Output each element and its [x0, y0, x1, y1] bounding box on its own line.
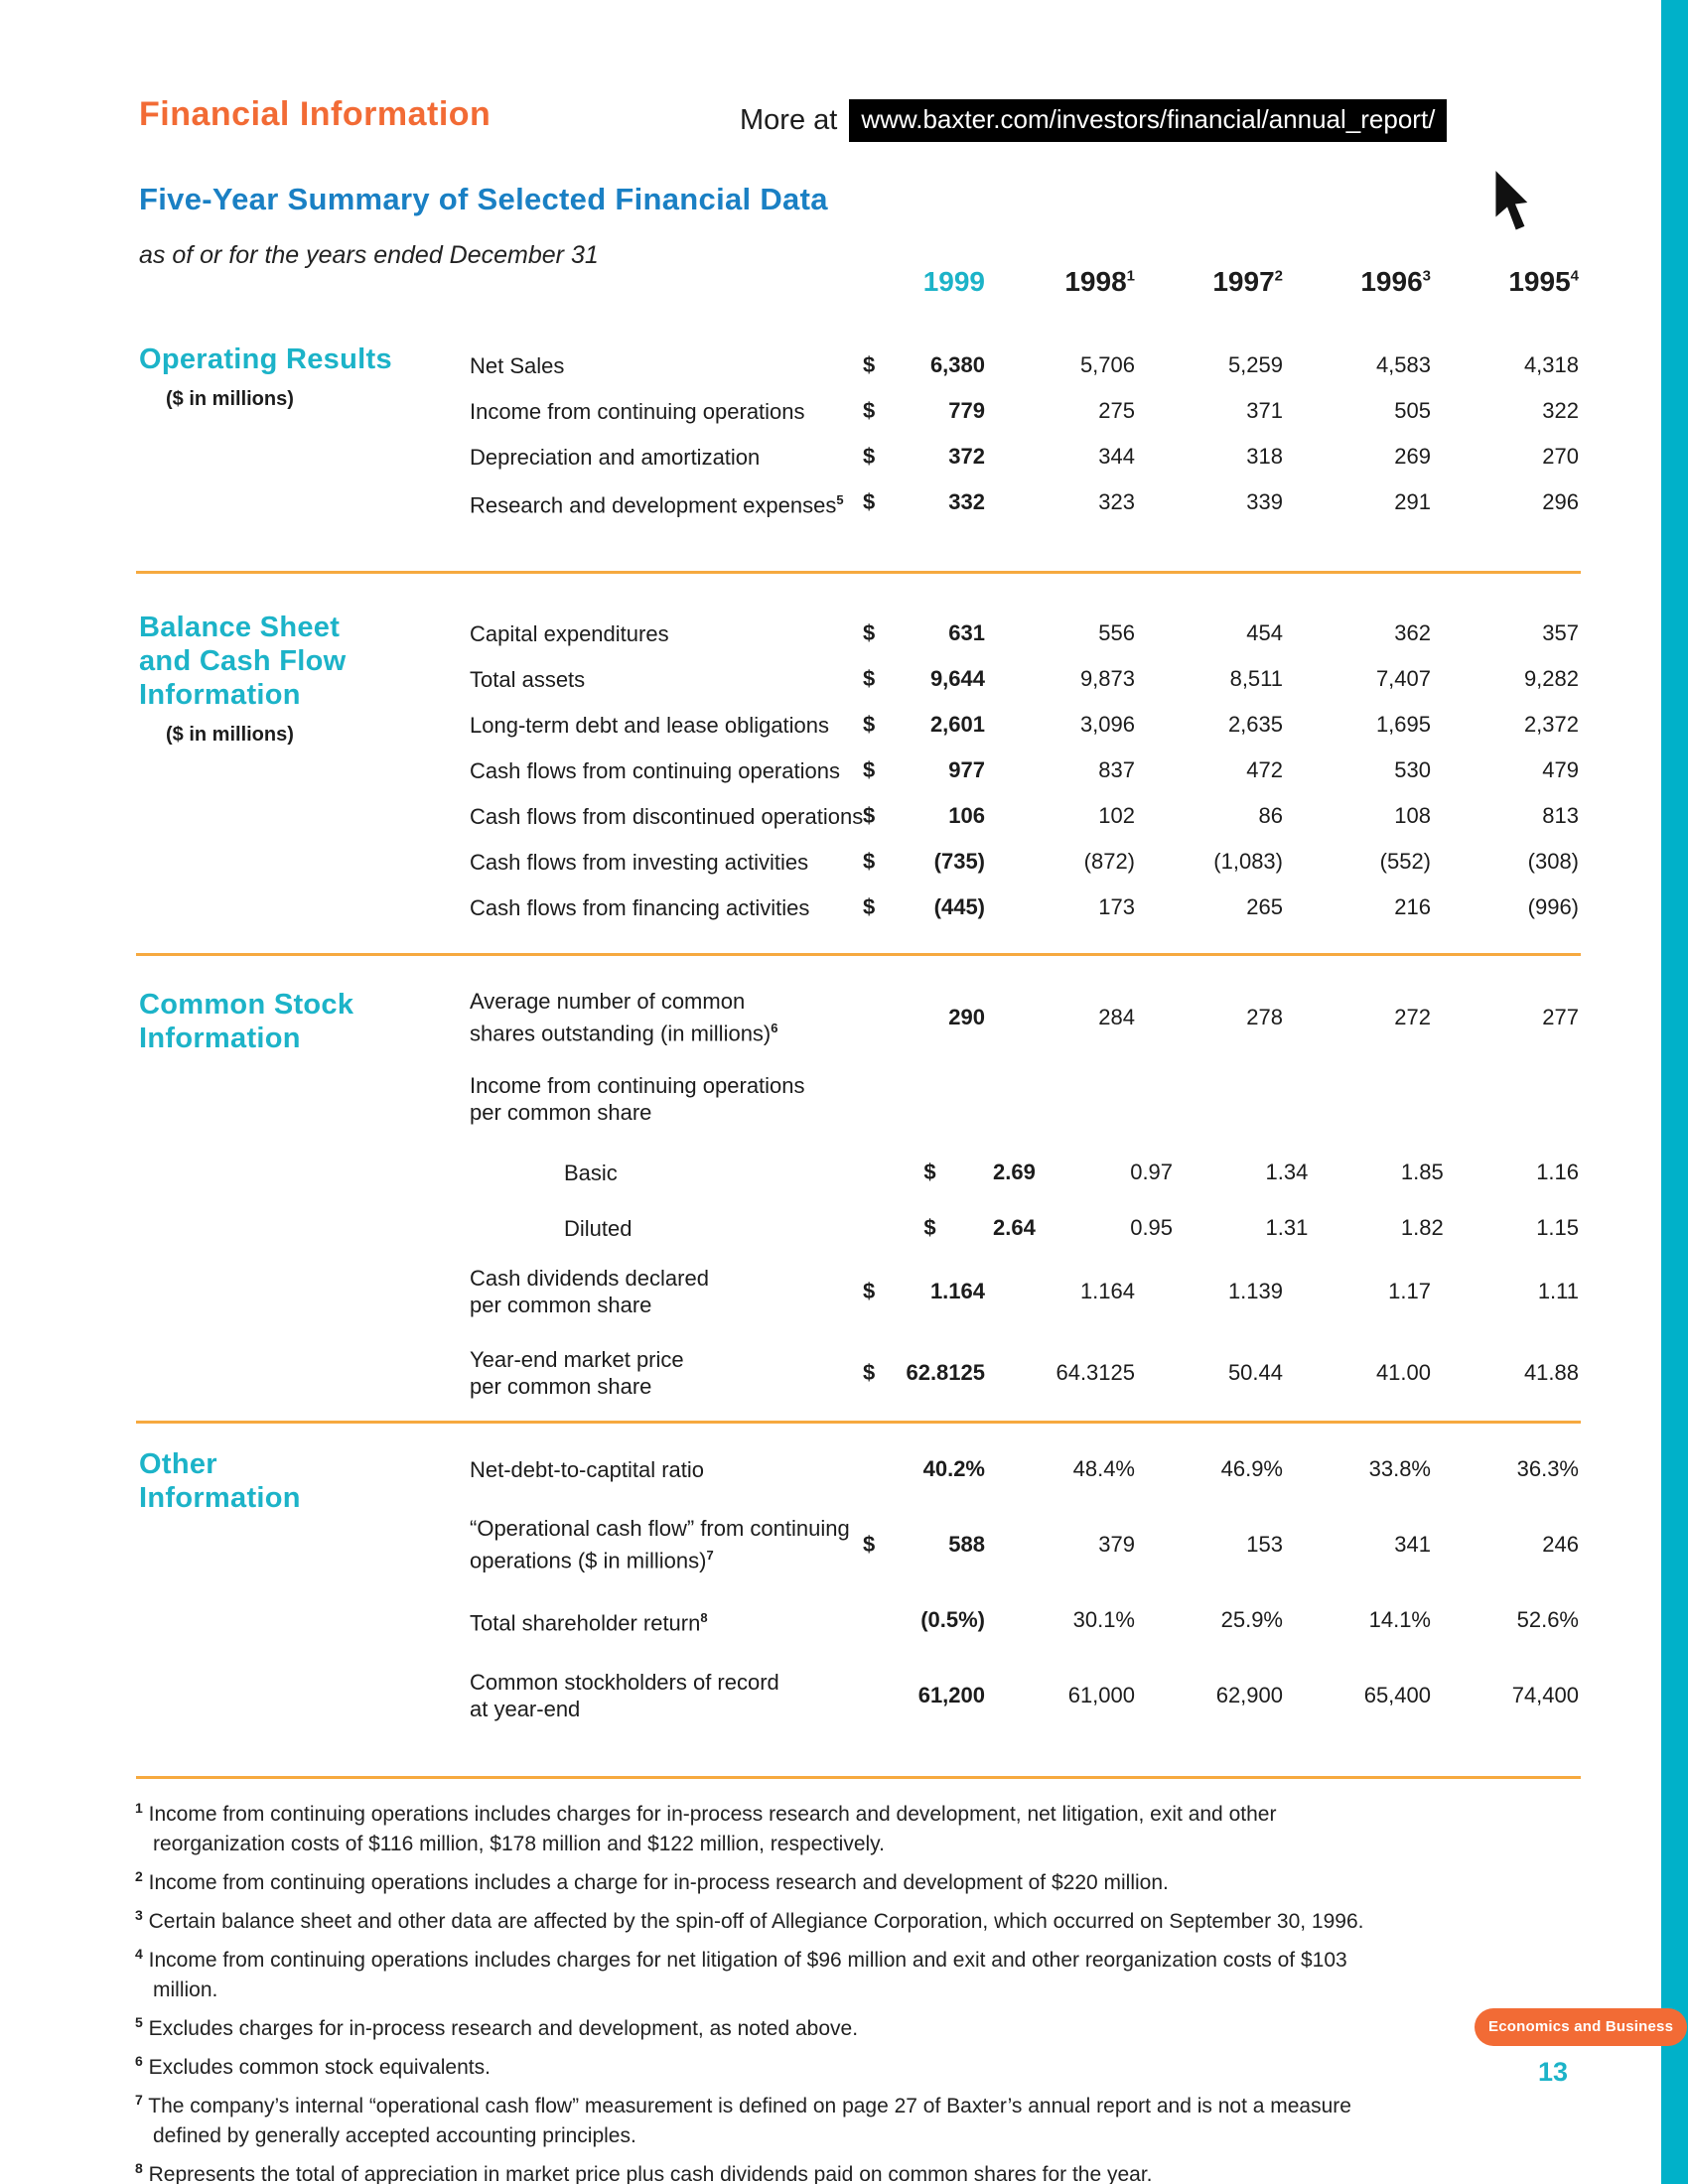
value-1997: 25.9% — [1220, 1607, 1283, 1632]
table-section — [139, 1447, 1579, 1749]
value-1997: 454 — [1246, 620, 1283, 645]
value-1996: 1.82 — [1400, 1215, 1444, 1240]
section-heading: Other Information — [139, 1448, 301, 1514]
table-row — [470, 611, 1579, 656]
dollar-sign: $ — [863, 666, 876, 691]
row-label: Net-debt-to-captital ratio — [470, 1456, 704, 1482]
more-at-block — [740, 99, 1447, 142]
value-1995: 4,318 — [1523, 352, 1579, 377]
value-1995: 277 — [1542, 1005, 1579, 1029]
footnotes-block — [135, 1793, 1396, 2184]
value-1999: 62.8125 — [906, 1360, 985, 1385]
page-number: 13 — [1538, 2057, 1569, 2087]
value-1999: 372 — [948, 444, 985, 469]
table-title: Five-Year Summary of Selected Financial Data — [139, 182, 828, 216]
dollar-sign: $ — [863, 712, 876, 737]
section-heading-column — [139, 611, 470, 930]
dollar-sign: $ — [923, 1215, 936, 1240]
value-1995: 479 — [1542, 757, 1579, 782]
table-subtitle: as of or for the years ended December 31 — [139, 241, 599, 269]
value-1995: 36.3% — [1516, 1456, 1579, 1481]
more-at-label: More at — [740, 104, 838, 136]
value-1998: 48.4% — [1072, 1456, 1135, 1481]
table-row — [470, 1598, 1579, 1642]
value-1998: 9,873 — [1079, 666, 1135, 691]
dollar-sign: $ — [863, 1532, 876, 1557]
value-1998: 379 — [1098, 1532, 1135, 1557]
page-title: Financial Information — [139, 95, 492, 133]
table-row — [470, 1206, 1579, 1250]
value-1997: 46.9% — [1220, 1456, 1283, 1481]
table-row — [470, 793, 1579, 839]
value-1995: 246 — [1542, 1532, 1579, 1557]
value-1998: 556 — [1098, 620, 1135, 645]
year-header-1998: 1998$^1$ — [1064, 266, 1135, 297]
value-1998: 323 — [1098, 489, 1135, 514]
value-1999: 2.64 — [993, 1215, 1036, 1240]
value-1997: 153 — [1246, 1532, 1283, 1557]
table-row — [470, 839, 1579, 885]
table-row — [470, 434, 1579, 479]
table-row — [470, 1069, 1579, 1129]
value-1996: 1.17 — [1388, 1279, 1431, 1303]
value-1997: 371 — [1246, 398, 1283, 423]
section-subheading: ($ in millions) — [166, 388, 294, 410]
value-1999: 6,380 — [929, 352, 985, 377]
value-1995: 357 — [1542, 620, 1579, 645]
value-1999: 588 — [948, 1532, 985, 1557]
value-1996: 7,407 — [1375, 666, 1431, 691]
value-1995: 296 — [1542, 489, 1579, 514]
dollar-sign: $ — [863, 757, 876, 782]
value-1999: 290 — [948, 1005, 985, 1029]
year-header-1996: 1996$^3$ — [1360, 266, 1431, 297]
table-row — [470, 1343, 1579, 1403]
value-1998: 1.164 — [1079, 1279, 1135, 1303]
value-1996: 1,695 — [1375, 712, 1431, 737]
row-label: Year-end market price per common share — [470, 1347, 684, 1399]
value-1995: 322 — [1542, 398, 1579, 423]
year-header-row — [470, 266, 1579, 298]
value-1996: 505 — [1394, 398, 1431, 423]
value-1995: 1.16 — [1536, 1160, 1580, 1184]
row-label: Income from continuing operations — [470, 398, 805, 424]
row-label: Income from continuing operations per common share — [470, 1073, 805, 1125]
year-header-1999: 1999 — [922, 266, 985, 297]
row-label: Average number of common shares outstanding (in millions)$^6$ — [470, 989, 778, 1046]
row-label: Net Sales — [470, 352, 565, 378]
value-1999: (0.5%) — [920, 1607, 985, 1632]
row-label: Basic — [564, 1160, 618, 1185]
dollar-sign: $ — [923, 1160, 936, 1184]
value-1997: (1,083) — [1213, 849, 1283, 874]
table-section — [139, 342, 1579, 525]
table-row — [470, 1666, 1579, 1725]
footnote-7: $^7$ The company’s internal “operational cash flow” measurement is defined on page 27 of Baxter’s annual report and is not a measure defined by generally accepted accounting principles. — [135, 2092, 1351, 2147]
value-1997: 1.139 — [1227, 1279, 1283, 1303]
dollar-sign: $ — [863, 398, 876, 423]
section-divider — [136, 1421, 1581, 1424]
value-1998: (872) — [1083, 849, 1135, 874]
value-1998: 61,000 — [1067, 1683, 1135, 1707]
table-row — [470, 342, 1579, 388]
value-1995: (996) — [1527, 894, 1579, 919]
value-1997: 86 — [1258, 803, 1283, 828]
value-1996: (552) — [1379, 849, 1431, 874]
value-1998: 284 — [1098, 1005, 1135, 1029]
value-1997: 265 — [1246, 894, 1283, 919]
table-row — [470, 1515, 1579, 1574]
dollar-sign: $ — [863, 1279, 876, 1303]
value-1995: 41.88 — [1523, 1360, 1579, 1385]
row-label: Total shareholder return$^8$ — [470, 1609, 708, 1636]
value-1998: 5,706 — [1079, 352, 1135, 377]
section-heading-column — [139, 988, 470, 1425]
year-header-1997: 1997$^2$ — [1212, 266, 1283, 297]
row-label: Long-term debt and lease obligations — [470, 712, 830, 738]
row-label: Cash flows from investing activities — [470, 849, 809, 875]
table-row — [470, 1151, 1579, 1194]
right-edge-accent-bar — [1661, 0, 1688, 2184]
section-heading-column — [139, 342, 470, 525]
value-1995: 9,282 — [1523, 666, 1579, 691]
value-1995: 52.6% — [1516, 1607, 1579, 1632]
value-1999: 977 — [948, 757, 985, 782]
year-header-1995: 1995$^4$ — [1508, 266, 1579, 297]
value-1996: 269 — [1394, 444, 1431, 469]
value-1998: 0.97 — [1130, 1160, 1174, 1184]
value-1998: 64.3125 — [1055, 1360, 1135, 1385]
value-1995: 2,372 — [1523, 712, 1579, 737]
value-1997: 1.31 — [1265, 1215, 1309, 1240]
value-1999: (445) — [933, 894, 985, 919]
value-1997: 8,511 — [1229, 666, 1283, 691]
section-heading: Common Stock Information — [139, 989, 354, 1054]
footnote-3: $^3$ Certain balance sheet and other data are affected by the spin-off of Allegiance Corporation, which occurred on September 30, 1996. — [135, 1907, 1364, 1933]
row-label: “Operational cash flow” from continuing operations ($ in millions)$^7$ — [470, 1516, 850, 1573]
value-1997: 2,635 — [1227, 712, 1283, 737]
value-1998: 102 — [1098, 803, 1135, 828]
value-1999: (735) — [933, 849, 985, 874]
value-1997: 278 — [1246, 1005, 1283, 1029]
value-1997: 1.34 — [1265, 1160, 1309, 1184]
row-label: Diluted — [564, 1215, 633, 1241]
value-1997: 50.44 — [1227, 1360, 1283, 1385]
category-badge: Economics and Business — [1475, 2008, 1687, 2046]
dollar-sign: $ — [863, 489, 876, 514]
value-1996: 1.85 — [1400, 1160, 1444, 1184]
dollar-sign: $ — [863, 849, 876, 874]
section-heading-column — [139, 1447, 470, 1749]
value-1995: 74,400 — [1511, 1683, 1579, 1707]
footnote-8: $^8$ Represents the total of appreciation in market price plus cash dividends paid on common shares for the year. — [135, 2160, 1153, 2184]
row-label: Cash flows from financing activities — [470, 894, 810, 920]
table-row — [470, 702, 1579, 748]
value-1998: 275 — [1098, 398, 1135, 423]
footnote-6: $^6$ Excludes common stock equivalents. — [135, 2053, 491, 2079]
row-label: Research and development expenses$^5$ — [470, 491, 844, 518]
value-1995: (308) — [1527, 849, 1579, 874]
table-row — [470, 988, 1579, 1047]
section-heading: Balance Sheet and Cash Flow Information — [139, 612, 347, 711]
dollar-sign: $ — [863, 444, 876, 469]
row-label: Capital expenditures — [470, 620, 669, 646]
dollar-sign: $ — [863, 1360, 876, 1385]
section-heading: Operating Results — [139, 343, 392, 375]
table-row — [470, 748, 1579, 793]
value-1999: 2,601 — [929, 712, 985, 737]
section-divider — [136, 1776, 1581, 1779]
value-1998: 3,096 — [1079, 712, 1135, 737]
value-1996: 530 — [1394, 757, 1431, 782]
value-1995: 1.15 — [1536, 1215, 1580, 1240]
table-section — [139, 988, 1579, 1425]
value-1996: 65,400 — [1363, 1683, 1431, 1707]
section-divider — [136, 571, 1581, 574]
annual-report-url-link[interactable]: www.baxter.com/investors/financial/annual_report/ — [849, 99, 1447, 142]
dollar-sign: $ — [863, 894, 876, 919]
value-1997: 339 — [1246, 489, 1283, 514]
mouse-cursor-icon — [1494, 171, 1536, 239]
row-label: Depreciation and amortization — [470, 444, 761, 470]
value-1996: 14.1% — [1368, 1607, 1431, 1632]
value-1999: 9,644 — [929, 666, 985, 691]
value-1999: 332 — [948, 489, 985, 514]
dollar-sign: $ — [863, 352, 876, 377]
value-1997: 5,259 — [1227, 352, 1283, 377]
value-1995: 270 — [1542, 444, 1579, 469]
value-1996: 272 — [1394, 1005, 1431, 1029]
table-section — [139, 611, 1579, 930]
value-1998: 173 — [1098, 894, 1135, 919]
section-subheading: ($ in millions) — [166, 724, 294, 746]
value-1999: 106 — [948, 803, 985, 828]
value-1996: 108 — [1394, 803, 1431, 828]
footnote-5: $^5$ Excludes charges for in-process research and development, as noted above. — [135, 2014, 859, 2040]
value-1997: 318 — [1246, 444, 1283, 469]
section-divider — [136, 953, 1581, 956]
table-row — [470, 656, 1579, 702]
value-1998: 0.95 — [1130, 1215, 1174, 1240]
value-1998: 30.1% — [1072, 1607, 1135, 1632]
table-row — [470, 1262, 1579, 1321]
value-1998: 344 — [1098, 444, 1135, 469]
value-1999: 1.164 — [929, 1279, 985, 1303]
value-1999: 61,200 — [917, 1683, 985, 1707]
footnote-2: $^2$ Income from continuing operations includes a charge for in-process research and development of $220 million. — [135, 1868, 1169, 1894]
value-1998: 837 — [1098, 757, 1135, 782]
value-1996: 41.00 — [1375, 1360, 1431, 1385]
row-label: Common stockholders of record at year-end — [470, 1670, 779, 1721]
row-label: Cash flows from discontinued operations — [470, 803, 864, 829]
row-label: Cash dividends declared per common share — [470, 1266, 709, 1317]
footnote-1: $^1$ Income from continuing operations includes charges for in-process research and development, net litigation, exit and other reorganization costs of $116 million, $178 million and $122 million, respectively. — [135, 1800, 1277, 1855]
dollar-sign: $ — [863, 803, 876, 828]
table-row — [470, 1447, 1579, 1491]
value-1996: 341 — [1394, 1532, 1431, 1557]
table-row — [470, 479, 1579, 525]
value-1997: 472 — [1246, 757, 1283, 782]
value-1996: 291 — [1394, 489, 1431, 514]
value-1996: 33.8% — [1368, 1456, 1431, 1481]
dollar-sign: $ — [863, 620, 876, 645]
table-row — [470, 885, 1579, 930]
value-1996: 216 — [1394, 894, 1431, 919]
table-row — [470, 388, 1579, 434]
value-1996: 4,583 — [1375, 352, 1431, 377]
value-1995: 1.11 — [1537, 1279, 1579, 1303]
value-1997: 62,900 — [1215, 1683, 1283, 1707]
value-1999: 40.2% — [922, 1456, 985, 1481]
value-1995: 813 — [1542, 803, 1579, 828]
row-label: Cash flows from continuing operations — [470, 757, 840, 783]
value-1999: 631 — [948, 620, 985, 645]
value-1996: 362 — [1394, 620, 1431, 645]
value-1999: 779 — [948, 398, 985, 423]
footnote-4: $^4$ Income from continuing operations includes charges for net litigation of $96 million and exit and other reorganization costs of $103 million. — [135, 1946, 1347, 2001]
row-label: Total assets — [470, 666, 586, 692]
value-1999: 2.69 — [993, 1160, 1036, 1184]
